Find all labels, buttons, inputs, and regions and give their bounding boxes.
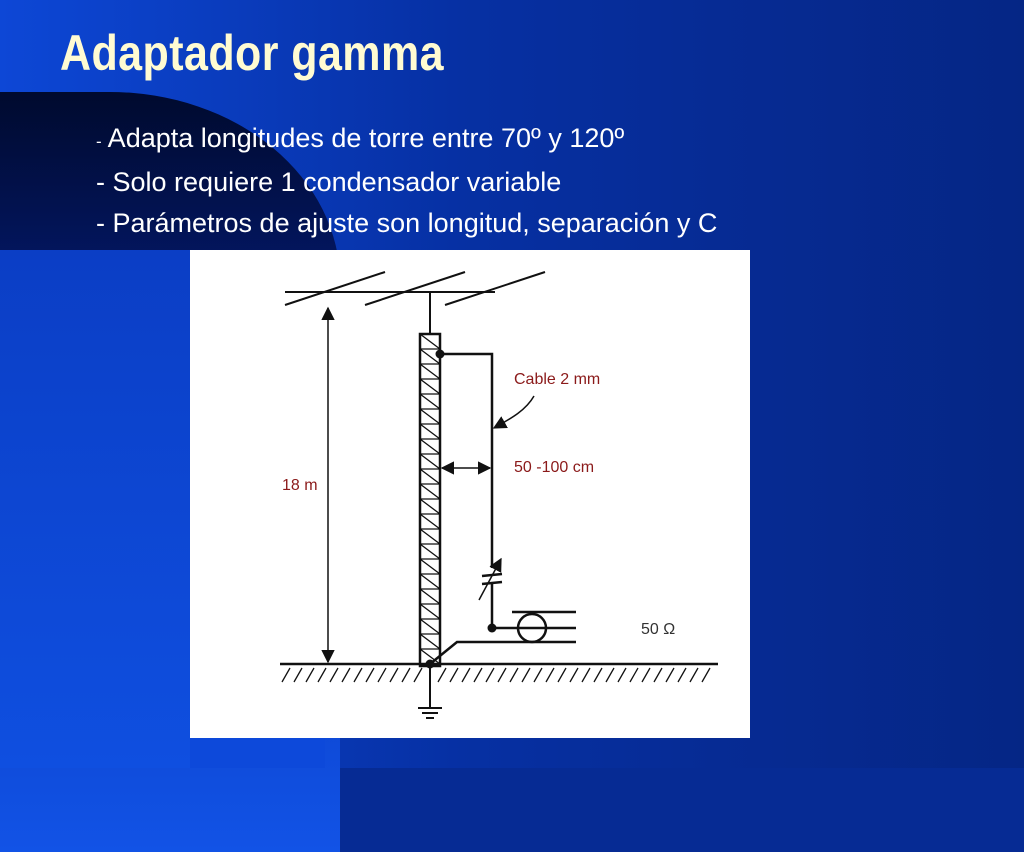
- antenna-element: [285, 272, 385, 305]
- capacitor-adjust-arrow: [479, 559, 501, 600]
- bullet-text: Adapta longitudes de torre entre 70º y 120º: [101, 123, 625, 153]
- background-bottom-block: [190, 738, 325, 768]
- bullet-item: [96, 118, 717, 162]
- dimensions: [328, 308, 534, 662]
- bullet-dash: -: [96, 132, 102, 151]
- bullet-dash: -: [96, 167, 105, 197]
- tower-lattice-bracing: [420, 334, 440, 664]
- bullet-list: [96, 118, 717, 244]
- gamma-rod: [436, 350, 493, 569]
- ground: [280, 664, 718, 718]
- bullet-dash: -: [96, 208, 105, 238]
- coax-shield-bottom: [430, 642, 576, 664]
- variable-capacitor: [479, 559, 502, 628]
- bullet-item: [96, 203, 717, 244]
- slide-title: Adaptador gamma: [60, 25, 444, 81]
- yagi-antenna: [285, 272, 545, 334]
- coax-feed: [426, 612, 577, 669]
- antenna-element: [445, 272, 545, 305]
- coax-center-node: [488, 624, 497, 633]
- gamma-rod-line: [440, 354, 492, 568]
- lattice-tower: [420, 334, 440, 666]
- height-label: 18 m: [282, 477, 318, 494]
- capacitor-plate: [482, 582, 502, 584]
- gamma-tap-point: [436, 350, 445, 359]
- cable-label: Cable 2 mm: [514, 371, 601, 388]
- bullet-item: [96, 162, 717, 203]
- ground-hatching: [282, 668, 710, 682]
- gamma-match-diagram: [190, 250, 750, 738]
- bullet-text: Parámetros de ajuste son longitud, separación y C: [105, 208, 718, 238]
- cable-pointer-arrow: [494, 396, 534, 428]
- background-left-band: [0, 250, 190, 768]
- impedance-label: 50 Ω: [641, 621, 676, 638]
- diagram-canvas: [190, 250, 750, 738]
- antenna-element: [365, 272, 465, 305]
- spacing-label: 50 -100 cm: [514, 459, 595, 476]
- bullet-text: Solo requiere 1 condensador variable: [105, 167, 562, 197]
